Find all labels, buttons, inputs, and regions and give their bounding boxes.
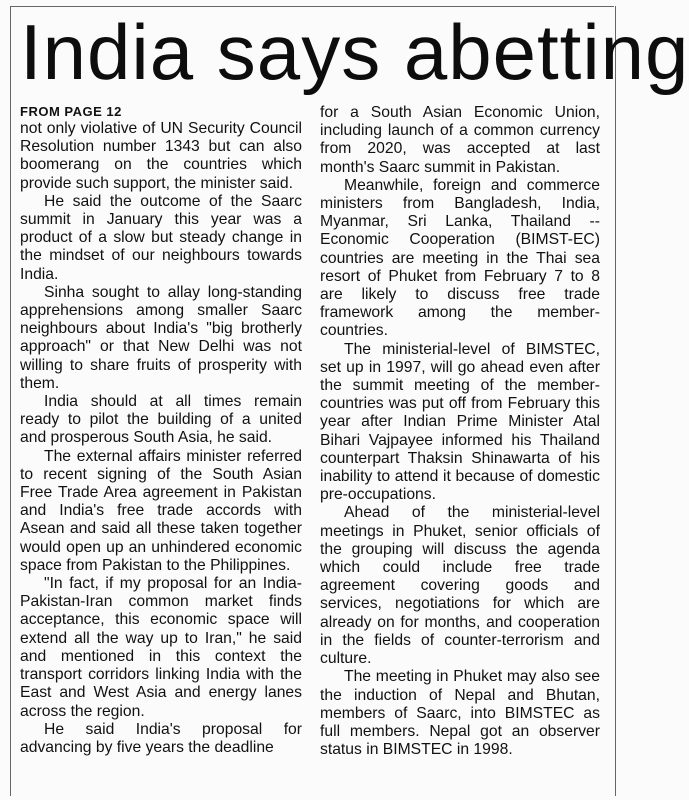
article-column-right [320, 104, 600, 759]
paragraph: Meanwhile, foreign and commerce ministers from Bangladesh, India, Myanmar, Sri Lanka, Thailand -- Economic Cooperation (BIMST-EC) countries are meeting in the Thai sea resort of Phuket from February 7 to 8 are likely to discuss free trade framework among the member-countries. [320, 176, 600, 340]
paragraph: The meeting in Phuket may also see the induction of Nepal and Bhutan, members of Saarc, into BIMSTEC as full members. Nepal got an observer status in BIMSTEC in 1998. [320, 668, 600, 759]
dateline: FROM PAGE 12 [20, 104, 122, 119]
paragraph: The ministerial-level of BIMSTEC, set up in 1997, will go ahead even after the summit meeting of the member-countries was put off from February this year after Indian Prime Minister Atal Bihari Vajpayee informed his Thailand counterpart Thaksin Shinawarta of his inability to attend it because of domestic pre-occupations. [320, 340, 600, 504]
paragraph: India should at all times remain ready to pilot the building of a united and prosperous South Asia, he said. [20, 393, 302, 447]
paragraph: "In fact, if my proposal for an India-Pakistan-Iran common market finds acceptance, this economic space will extend all the way up to Iran," he said and mentioned in this context the transport corridors linking India with the East and West Asia and energy lanes across the region. [20, 575, 302, 720]
paragraph: Sinha sought to allay long-standing apprehensions among smaller Saarc neighbours about India's "big brotherly approach" or that New Delhi was not willing to share fruits of prosperity with them. [20, 283, 302, 392]
paragraph: He said the outcome of the Saarc summit in January this year was a product of a slow but steady change in the mindset of our neighbours towards India. [20, 192, 302, 283]
paragraph: He said India's proposal for advancing by five years the deadline [20, 720, 302, 756]
paragraph: for a South Asian Economic Union, including launch of a common currency from 2020, was accepted at last month's Saarc summit in Pakistan. [320, 104, 600, 176]
paragraph: Ahead of the ministerial-level meetings in Phuket, senior officials of the grouping will discuss the agenda which could include free trade agreement covering goods and services, negotiations for which are already on for months, and cooperation in the fields of counter-terrorism and culture. [320, 504, 600, 668]
headline: India says abetting [20, 8, 689, 96]
article-column-left [20, 104, 302, 757]
paragraph: not only violative of UN Security Council Resolution number 1343 but can also boomerang on the countries which provide such support, the minister said. [20, 120, 302, 192]
paragraph: The external affairs minister referred to recent signing of the South Asian Free Trade Area agreement in Pakistan and India's free trade accords with Asean and said all these taken together would open up an unhindered economic space from Pakistan to the Philippines. [20, 447, 302, 574]
